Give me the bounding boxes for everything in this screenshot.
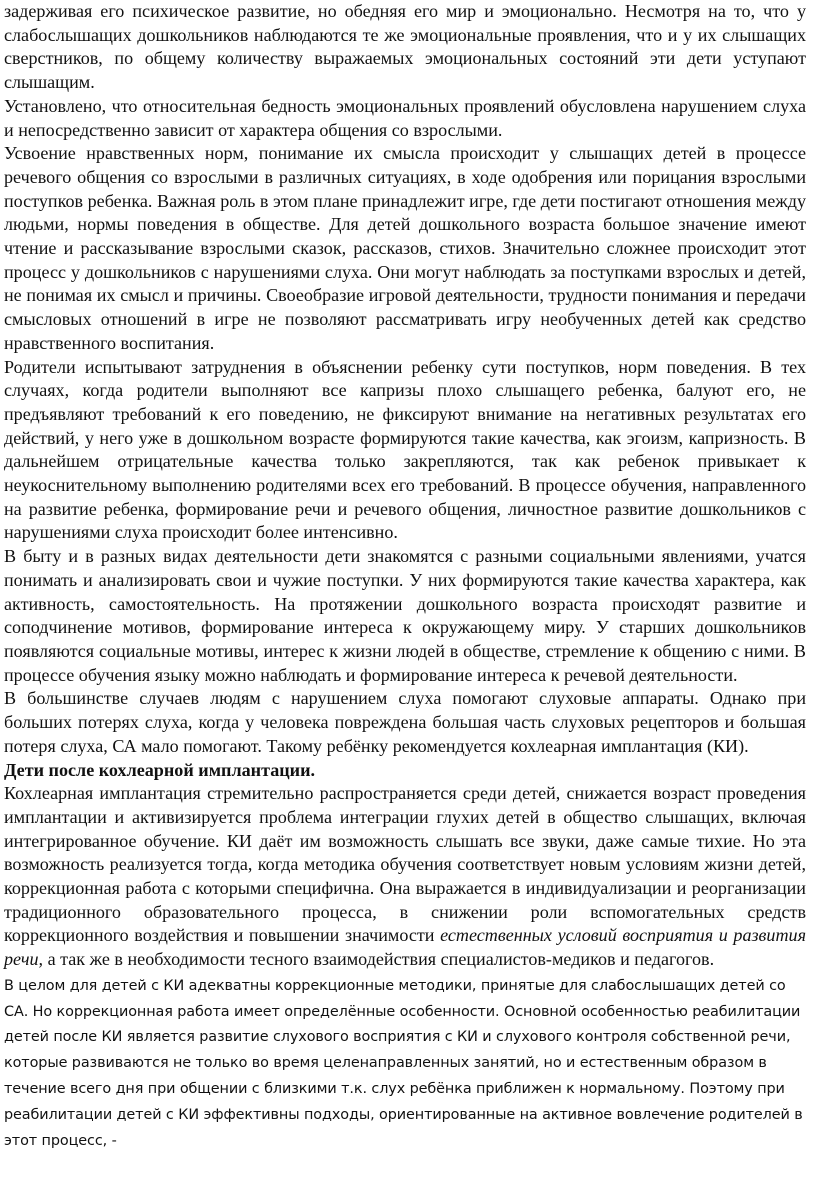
paragraph-2: Установлено, что относительная бедность эмоциональных проявлений обусловлена нарушением слуха и непосредственно зависит от характера общения со взрослыми. bbox=[4, 95, 806, 140]
paragraph-1: задерживая его психическое развитие, но обедняя его мир и эмоционально. Несмотря на то, что у слабослышащих дошкольников наблюдаются те же эмоциональные проявления, что и у их слышащих сверстников, по общему количеству выражаемых эмоциональных состояний эти дети уступают слышащим. bbox=[4, 1, 806, 93]
paragraph-5: В быту и в разных видах деятельности дети знакомятся с разными социальными явлениями, учатся понимать и анализировать свои и чужие поступки. У них формируются такие качества характера, как активность, самостоятельность. На протяжении дошкольного возраста происходят развитие и соподчинение мотивов, формирование интереса к окружающему миру. У старших дошкольников появляются социальные мотивы, интерес к жизни людей в обществе, стремление к общению с ними. В процессе обучения языку можно наблюдать и формирование интереса к речевой деятельности. bbox=[4, 546, 806, 685]
section-heading: Дети после кохлеарной имплантации. bbox=[4, 759, 316, 780]
paragraph-7 bbox=[4, 782, 806, 972]
paragraph-3: Усвоение нравственных норм, понимание их смысла происходит у слышащих детей в процессе речевого общения со взрослыми в различных ситуациях, в ходе одобрения или порицания взрослыми поступков ребенка. Важная роль в этом плане принадлежит игре, где дети постигают отношения между людьми, нормы поведения в обществе. Для детей дошкольного возраста большое значение имеют чтение и рассказывание взрослыми сказок, рассказов, стихов. Значительно сложнее происходит этот процесс у дошкольников с нарушениями слуха. Они могут наблюдать за поступками взрослых и детей, не понимая их смысл и причины. Своеобразие игровой деятельности, трудности понимания и передачи смысловых отношений в игре не позволяют рассматривать игру необученных детей как средство нравственного воспитания. bbox=[4, 143, 806, 353]
paragraph-8: В целом для детей с КИ адекватны коррекционные методики, принятые для слабослышащих детей со СА. Но коррекционная работа имеет определённые особенности. Основной особенностью реабилитации детей после КИ является развитие слухового восприятия с КИ и слухового контроля собственной речи, которые развиваются не только во время целенаправленных занятий, но и естественным образом в течение всего дня при общении с близкими т.к. слух ребёнка приближен к нормальному. Поэтому при реабилитации детей с КИ эффективны подходы, ориентированные на активное вовлечение родителей в этот процесс, - bbox=[4, 977, 803, 1149]
paragraph-7-italic-phrase: естественных условий восприятия и развития речи, bbox=[4, 925, 806, 970]
paragraph-6: В большинстве случаев людям с нарушением слуха помогают слуховые аппараты. Однако при больших потерях слуха, когда у человека повреждена большая часть слуховых рецепторов и большая потеря слуха, СА мало помогают. Такому ребёнку рекомендуется кохлеарная имплантация (КИ). bbox=[4, 688, 806, 756]
paragraph-4: Родители испытывают затруднения в объяснении ребенку сути поступков, норм поведения. В тех случаях, когда родители выполняют все капризы плохо слышащего ребенка, балуют его, не предъявляют требований к его поведению, не фиксируют внимание на негативных результатах его действий, у него уже в дошкольном возрасте формируются такие качества, как эгоизм, капризность. В дальнейшем отрицательные качества только закрепляются, так как ребенок привыкает к неукоснительному выполнению родителями всех его требований. В процессе обучения, направленного на развитие ребенка, формирование речи и речевого общения, личностное развитие дошкольников с нарушениями слуха происходит более интенсивно. bbox=[4, 356, 806, 543]
paragraph-7-text-start: Кохлеарная имплантация стремительно распространяется среди детей, снижается возраст проведения имплантации и активизируется проблема интеграции глухих детей в общество слышащих, включая интегрированное обучение. КИ даёт им возможность слышать все звуки, даже самые тихие. Но эта возможность реализуется тогда, когда методика обучения соответствует новым условиям жизни детей, коррекционная работа с которыми специфична. Она выражается в индивидуализации и реорганизации традиционного образовательного процесса, в снижении роли вспомогательных средств коррекционного воздействия и повышении значимости bbox=[4, 783, 806, 946]
paragraph-7-text-end: а так же в необходимости тесного взаимодействия специалистов-медиков и педагогов. bbox=[43, 949, 715, 970]
